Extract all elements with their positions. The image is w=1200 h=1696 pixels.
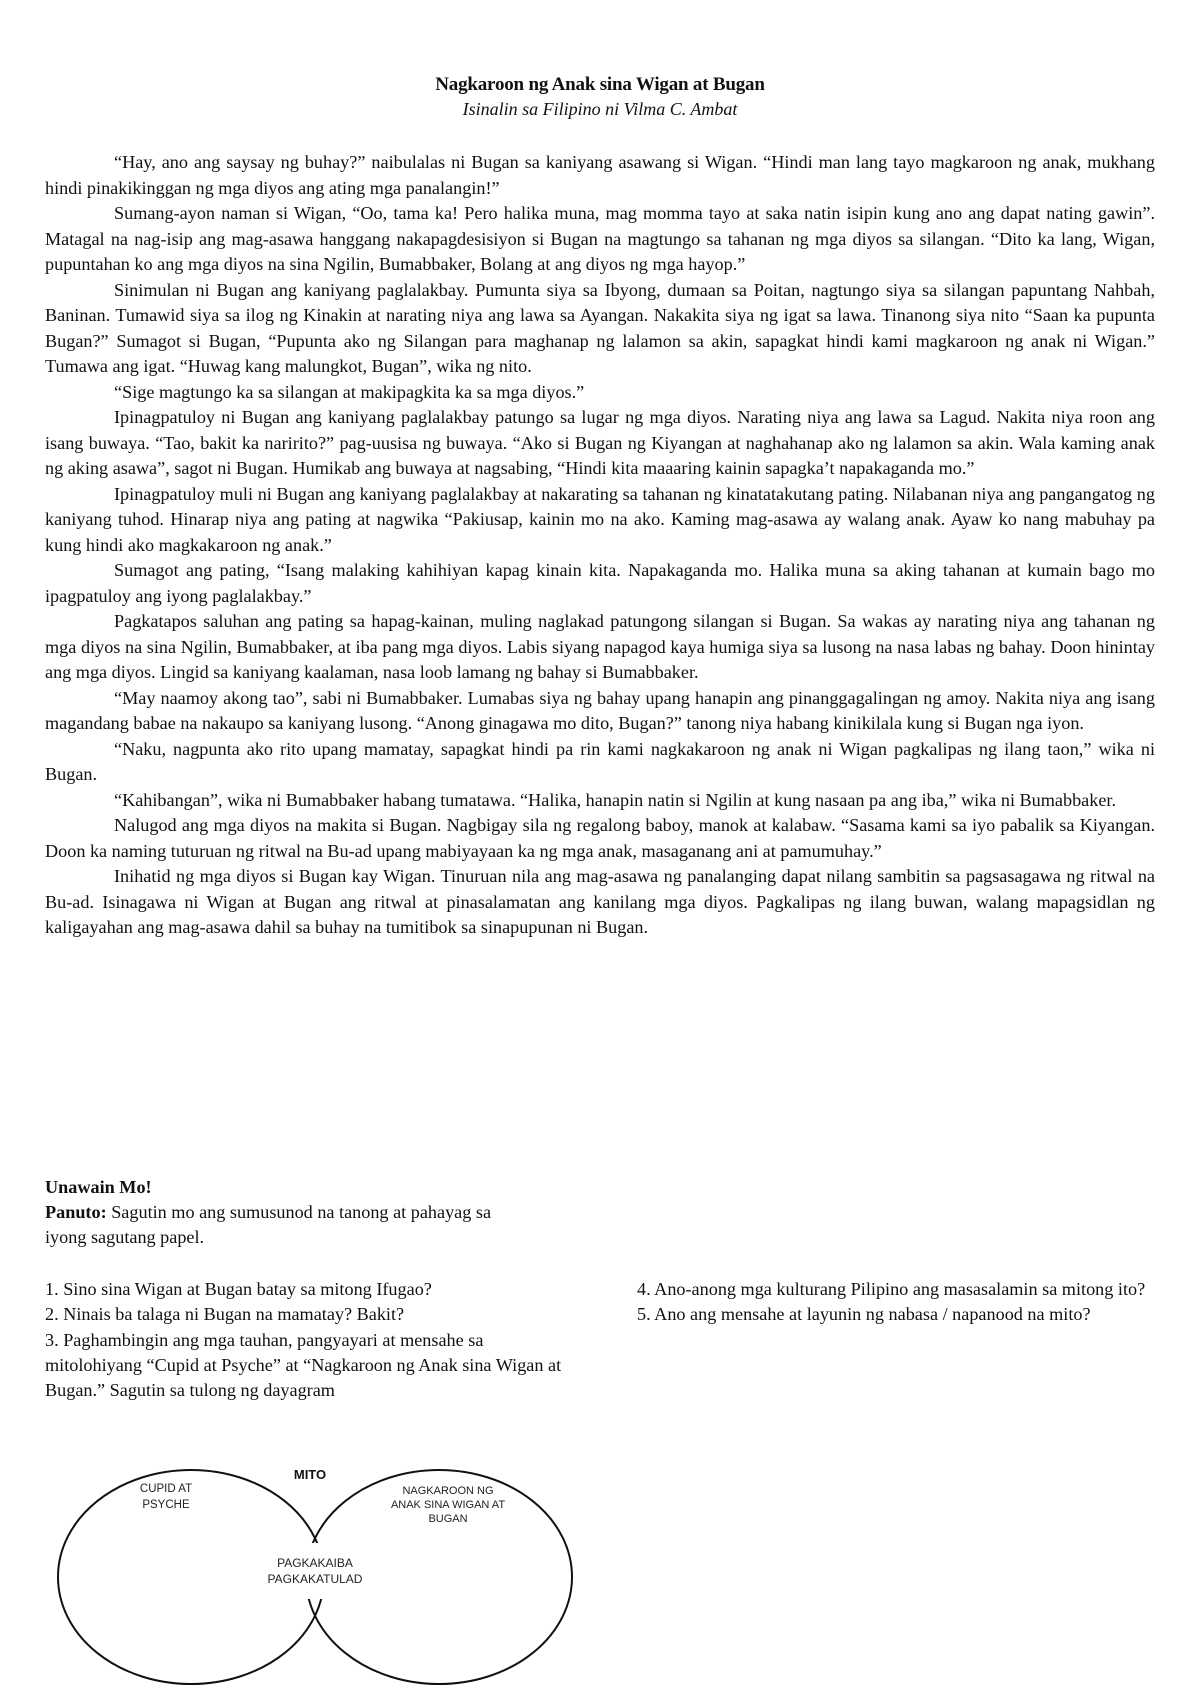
question-item: 2. Ninais ba talaga ni Bugan na mamatay? Bakit? (45, 1304, 405, 1325)
instructions-text: Sagutin mo ang sumusunod na tanong at pahayag sa iyong sagutang papel. (45, 1202, 492, 1247)
question-item: 3. Paghambingin ang mga tauhan, pangyayari at mensahe sa mitolohiyang “Cupid at Psyche” at “Nagkaroon ng Anak sina Wigan at Bugan.” Sagutin sa tulong ng dayagram (45, 1329, 562, 1401)
venn-left-label: CUPID AT (139, 1483, 193, 1495)
story-paragraph: “Kahibangan”, wika ni Bumabbaker habang tumatawa. “Halika, hanapin natin si Ngilin at kung nasaan pa ang iba,” wika ni Bumabbaker. (114, 789, 1117, 810)
venn-center-label: PAGKAKAIBA (277, 1556, 353, 1570)
story-paragraph: “Sige magtungo ka sa silangan at makipagkita ka sa mga diyos.” (114, 381, 585, 402)
story-paragraph: Ipinagpatuloy muli ni Bugan ang kaniyang paglalakbay at nakarating sa tahanan ng kinatatakutang pating. Nilabanan niya ang pangangatog ng kaniyang tuhod. Hinarap niya ang pating at nagwika “Pakiusap, kainin mo na ako. Kaming mag-asawa ay walang anak. Ayaw ko nang mabuhay pa kung hindi ako magkakaroon ng anak.” (45, 483, 1155, 555)
instructions-block (45, 1175, 515, 1250)
venn-right-label: NAGKAROON NG (402, 1485, 494, 1497)
venn-diagram-svg (55, 1455, 575, 1690)
story-paragraph: “May naamoy akong tao”, sabi ni Bumabbaker. Lumabas siya ng bahay upang hanapin ang pinanggagalingan ng amoy. Nakita niya ang isang magandang babae na nakaupo sa kaniyang lusong. “Anong ginagawa mo dito, Bugan?” tanong niya habang kinikilala kung si Bugan nga iyon. (45, 687, 1155, 733)
story-body (45, 150, 1155, 941)
question-item: 4. Ano-anong mga kulturang Pilipino ang masasalamin sa mitong ito? (637, 1279, 1146, 1299)
story-paragraph: Sumagot ang pating, “Isang malaking kahihiyan kapag kinain kita. Napakaganda mo. Halika muna sa aking tahanan at kumain bago mo ipagpatuloy ang iyong paglalakbay.” (45, 560, 1155, 606)
questions-left-column (45, 1277, 570, 1403)
questions-right-column (637, 1277, 1162, 1328)
venn-left-label: PSYCHE (142, 1499, 190, 1511)
title-block (45, 73, 1155, 121)
story-paragraph: Pagkatapos saluhan ang pating sa hapag-kainan, muling naglakad patungong silangan si Bugan. Sa wakas ay narating niya ang tahanan ng mga diyos na sina Ngilin, Bumabbaker, at iba pang mga diyos. Labis siyang napagod kaya humiga siya sa lusong na nasa labas ng bahay. Doon hinintay ang mga diyos. Lingid sa kaniyang kaalaman, nasa loob lamang ng bahay si Bumabbaker. (45, 611, 1155, 682)
story-translator: Isinalin sa Filipino ni Vilma C. Ambat (462, 99, 738, 119)
story-paragraph: “Naku, nagpunta ako rito upang mamatay, sapagkat hindi pa rin kami nagkakaroon ng anak ni Wigan pagkalipas ng ilang taon,” wika ni Bugan. (45, 738, 1155, 784)
story-paragraph: Ipinagpatuloy ni Bugan ang kaniyang paglalakbay patungo sa lugar ng mga diyos. Narating niya ang lawa sa Lagud. Nakita niya roon ang isang buwaya. “Tao, bakit ka naririto?” pag-uusisa ng buwaya. “Ako si Bugan ng Kiyangan at naghahanap ako ng lalamon sa akin. Wala kaming anak ng aking asawa”, sagot ni Bugan. Humikab ang buwaya at nagsabing, “Hindi kita maaaring kainin sapagka’t napakaganda mo.” (45, 407, 1155, 478)
section-heading: Unawain Mo! (45, 1177, 152, 1197)
venn-center-label: PAGKAKATULAD (267, 1572, 363, 1586)
story-paragraph: Sumang-ayon naman si Wigan, “Oo, tama ka! Pero halika muna, mag momma tayo at saka natin isipin kung ano ang dapat nating gawin”. Matagal na nag-isip ang mag-asawa hanggang nakapagdesisiyon si Bugan na magtungo sa tahanan ng mga diyos sa silangan. “Dito ka lang, Wigan, pupuntahan ko ang mga diyos na sina Ngilin, Bumabbaker, Bolang at ang diyos ng mga hayop.” (45, 203, 1155, 274)
story-paragraph: Nalugod ang mga diyos na makita si Bugan. Nagbigay sila ng regalong baboy, manok at kalabaw. “Sasama kami sa iyo pabalik sa Kiyangan. Doon ka naming tuturuan ng ritwal na Bu-ad upang mabiyayaan ka ng mga anak, masaganang ani at pamumuhay.” (45, 815, 1155, 861)
venn-center-label-backdrop (239, 1543, 391, 1599)
question-item: 5. Ano ang mensahe at layunin ng nabasa / napanood na mito? (637, 1304, 1091, 1325)
instructions-label: Panuto: (45, 1202, 107, 1222)
story-title: Nagkaroon ng Anak sina Wigan at Bugan (435, 74, 765, 95)
story-paragraph: Inihatid ng mga diyos si Bugan kay Wigan. Tinuruan nila ang mag-asawa ng panalanging dapat nilang sambitin sa pagsasagawa ng ritwal na Bu-ad. Isinagawa ni Wigan at Bugan ang ritwal at pinasalamatan ang kanilang mga diyos. Pagkalipas ng ilang buwan, walang mapagsidlan ng kaligayahan ang mag-asawa dahil sa buhay na tumitibok sa sinapupunan ni Bugan. (45, 866, 1155, 937)
venn-title: MITO (293, 1467, 327, 1482)
story-paragraph: “Hay, ano ang saysay ng buhay?” naibulalas ni Bugan sa kaniyang asawang si Wigan. “Hindi man lang tayo magkaroon ng anak, mukhang hindi pinakikinggan ng mga diyos ang ating mga panalangin!” (45, 152, 1155, 198)
venn-right-label: BUGAN (428, 1513, 468, 1525)
venn-diagram (55, 1455, 575, 1690)
venn-right-label: ANAK SINA WIGAN AT (390, 1499, 506, 1511)
story-paragraph: Sinimulan ni Bugan ang kaniyang paglalakbay. Pumunta siya sa Ibyong, dumaan sa Poitan, nagtungo siya sa silangan papuntang Nahbah, Baninan. Tumawid siya sa ilog ng Kinakin at narating niya ang lawa sa Ayangan. Nakakita siya ng igat sa lawa. Tinanong siya nito “Saan ka pupunta Bugan?” Sumagot si Bugan, “Pupunta ako ng Silangan para maghanap ng lalamon sa akin, sapagkat hindi kami magkaroon ng anak ni Wigan.” Tumawa ang igat. “Huwag kang malungkot, Bugan”, wika ng nito. (45, 279, 1155, 376)
question-item: 1. Sino sina Wigan at Bugan batay sa mitong Ifugao? (45, 1279, 432, 1299)
instructions (45, 1200, 515, 1250)
